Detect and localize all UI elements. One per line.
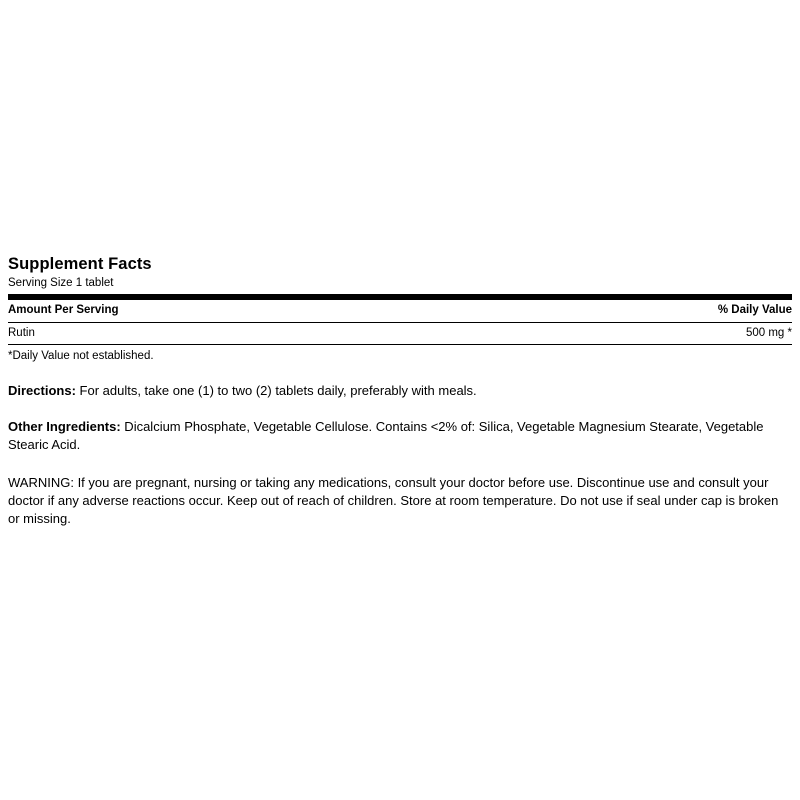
- daily-value-footnote: *Daily Value not established.: [8, 350, 154, 363]
- nutrient-name: Rutin: [8, 326, 35, 339]
- table-row: [8, 323, 792, 345]
- daily-value-header: % Daily Value: [717, 304, 792, 317]
- amount-per-serving-header: Amount Per Serving: [8, 304, 119, 317]
- table-header-row: [8, 300, 792, 322]
- other-ingredients-label: Other Ingredients:: [8, 419, 121, 435]
- directions-text: For adults, take one (1) to two (2) tablets daily, preferably with meals.: [75, 383, 477, 399]
- directions-block: [8, 382, 792, 400]
- warning-block: [8, 474, 792, 528]
- other-ingredients-text: Dicalcium Phosphate, Vegetable Cellulose. Contains <2% of: Silica, Vegetable Magnesium Stearate, Vegetable Stearic Acid.: [8, 419, 764, 453]
- directions-label: Directions:: [8, 383, 76, 399]
- supplement-facts-panel: [8, 255, 792, 528]
- serving-size-text: Serving Size 1 tablet: [8, 276, 114, 289]
- other-ingredients-block: [8, 418, 792, 454]
- supplement-facts-title: Supplement Facts: [8, 255, 152, 273]
- nutrient-amount: 500 mg *: [745, 326, 792, 339]
- warning-text: WARNING: If you are pregnant, nursing or taking any medications, consult your doctor before use. Discontinue use and consult your doctor if any adverse reactions occur. Keep out of reach of children. Store at room temperature. Do not use if seal under cap is broken or missing.: [8, 475, 779, 526]
